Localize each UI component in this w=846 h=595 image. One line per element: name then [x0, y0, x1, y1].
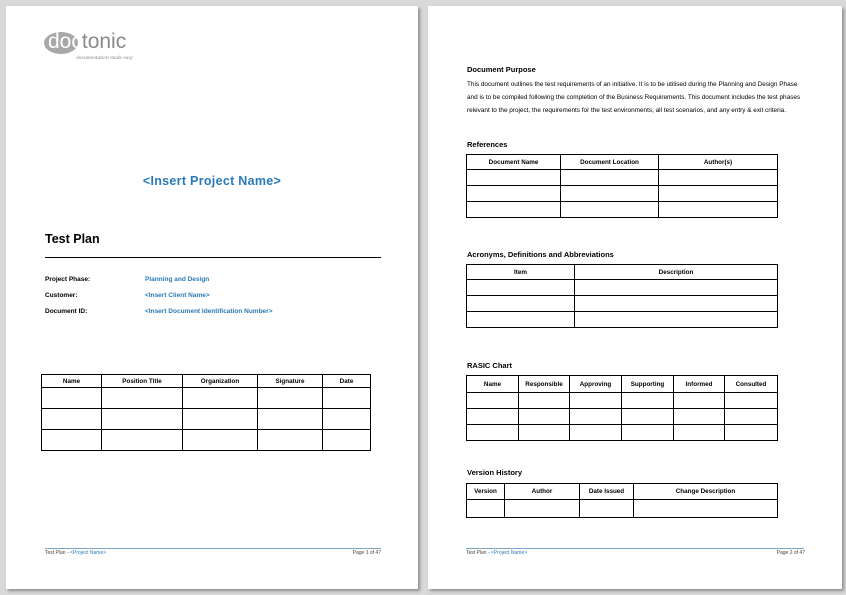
column-header: Approving [570, 376, 622, 393]
table-cell[interactable] [634, 500, 778, 518]
table-cell[interactable] [570, 409, 622, 425]
column-header: Document Name [467, 155, 561, 170]
table-cell[interactable] [467, 296, 575, 312]
signoff-table [41, 374, 371, 451]
table-cell[interactable] [102, 430, 183, 451]
table-cell[interactable] [467, 425, 519, 441]
table-header-row [467, 484, 778, 500]
table-cell[interactable] [570, 425, 622, 441]
table-cell[interactable] [561, 202, 659, 218]
column-header: Position Title [102, 375, 183, 388]
footer-doc-name: Test Plan - [466, 550, 492, 556]
doc-title: Test Plan [45, 232, 100, 246]
table-row [467, 409, 778, 425]
footer-rule [466, 548, 804, 549]
table-row [467, 500, 778, 518]
table-cell[interactable] [519, 425, 570, 441]
table-cell[interactable] [323, 430, 371, 451]
table-row [467, 170, 778, 186]
table-cell[interactable] [674, 409, 725, 425]
footer-rule [45, 548, 381, 549]
table-row [467, 312, 778, 328]
table-cell[interactable] [580, 500, 634, 518]
table-cell[interactable] [725, 393, 778, 409]
table-row [467, 393, 778, 409]
table-cell[interactable] [674, 393, 725, 409]
table-row [467, 186, 778, 202]
table-cell[interactable] [561, 186, 659, 202]
column-header: Name [467, 376, 519, 393]
table-cell[interactable] [102, 388, 183, 409]
meta-project-phase [45, 276, 209, 283]
table-cell[interactable] [467, 202, 561, 218]
column-header: Informed [674, 376, 725, 393]
title-rule [45, 257, 381, 258]
table-cell[interactable] [659, 170, 778, 186]
table-row [467, 425, 778, 441]
table-row [467, 296, 778, 312]
column-header: Date Issued [580, 484, 634, 500]
column-header: Description [575, 265, 778, 280]
table-cell[interactable] [258, 409, 323, 430]
table-row [467, 280, 778, 296]
meta-value: <Insert Document Identification Number> [145, 308, 273, 315]
table-cell[interactable] [467, 393, 519, 409]
column-header: Name [42, 375, 102, 388]
column-header: Version [467, 484, 505, 500]
column-header: Consulted [725, 376, 778, 393]
table-cell[interactable] [183, 409, 258, 430]
table-cell[interactable] [622, 393, 674, 409]
references-table [466, 154, 778, 218]
table-cell[interactable] [183, 388, 258, 409]
table-cell[interactable] [561, 170, 659, 186]
section-heading-acronyms: Acronyms, Definitions and Abbreviations [467, 250, 614, 259]
table-cell[interactable] [183, 430, 258, 451]
table-cell[interactable] [659, 202, 778, 218]
meta-value: <Insert Client Name> [145, 292, 210, 299]
table-cell[interactable] [622, 409, 674, 425]
table-cell[interactable] [725, 425, 778, 441]
meta-label: Project Phase: [45, 276, 91, 283]
table-cell[interactable] [725, 409, 778, 425]
table-header-row [42, 375, 371, 388]
meta-label: Customer: [45, 292, 78, 299]
footer-left [466, 550, 527, 556]
section-heading-purpose: Document Purpose [467, 65, 536, 74]
table-cell[interactable] [570, 393, 622, 409]
footer-left [45, 550, 106, 556]
table-cell[interactable] [42, 388, 102, 409]
table-cell[interactable] [519, 409, 570, 425]
column-header: Date [323, 375, 371, 388]
table-cell[interactable] [519, 393, 570, 409]
meta-document-id [45, 308, 273, 315]
table-cell[interactable] [622, 425, 674, 441]
table-row [42, 409, 371, 430]
project-name-placeholder: <Insert Project Name> [142, 174, 282, 188]
footer-project-name: <Project Name> [70, 550, 107, 556]
table-cell[interactable] [323, 388, 371, 409]
footer-project-name: <Project Name> [491, 550, 528, 556]
column-header: Responsible [519, 376, 570, 393]
section-heading-version-history: Version History [467, 468, 523, 477]
table-cell[interactable] [258, 388, 323, 409]
meta-value: Planning and Design [145, 276, 210, 283]
table-cell[interactable] [467, 186, 561, 202]
section-heading-rasic: RASIC Chart [467, 361, 513, 370]
document-page-1 [6, 6, 418, 589]
column-header: Change Description [634, 484, 778, 500]
column-header: Author(s) [659, 155, 778, 170]
column-header: Document Location [561, 155, 659, 170]
table-header-row [467, 376, 778, 393]
logo-wordmark: doctonic [48, 30, 127, 53]
table-cell[interactable] [258, 430, 323, 451]
table-header-row [467, 265, 778, 280]
column-header: Organization [183, 375, 258, 388]
table-cell[interactable] [467, 170, 561, 186]
footer-page-number: Page 2 of 47 [776, 550, 805, 556]
table-cell[interactable] [674, 425, 725, 441]
table-cell[interactable] [42, 430, 102, 451]
table-cell[interactable] [575, 280, 778, 296]
table-row [467, 202, 778, 218]
table-row [42, 388, 371, 409]
purpose-paragraph: This document outlines the test requirements of an initiative. It is to be utilised during the Planning and Design Phase and is to be compiled following the completion of the Business Requirements. This document includes the test phases relevant to the project, the requirements for the test environments, all test scenarios, and any entry & exit criteria. [467, 81, 801, 114]
document-page-2 [428, 6, 842, 589]
table-cell[interactable] [575, 312, 778, 328]
doctonic-logo [44, 28, 184, 68]
logo-tagline: documentation made easy [76, 55, 134, 61]
footer-page-number: Page 1 of 47 [352, 550, 381, 556]
meta-label: Document ID: [45, 308, 88, 315]
acronyms-table [466, 264, 778, 328]
table-row [42, 430, 371, 451]
column-header: Supporting [622, 376, 674, 393]
table-cell[interactable] [467, 312, 575, 328]
table-cell[interactable] [467, 280, 575, 296]
section-heading-references: References [467, 140, 508, 149]
table-cell[interactable] [467, 409, 519, 425]
column-header: Item [467, 265, 575, 280]
footer-doc-name: Test Plan - [45, 550, 71, 556]
rasic-table [466, 375, 778, 441]
table-cell[interactable] [467, 500, 505, 518]
table-cell[interactable] [505, 500, 580, 518]
table-header-row [467, 155, 778, 170]
table-cell[interactable] [42, 409, 102, 430]
column-header: Author [505, 484, 580, 500]
table-cell[interactable] [323, 409, 371, 430]
version-history-table [466, 483, 778, 518]
table-cell[interactable] [659, 186, 778, 202]
meta-customer [45, 292, 210, 299]
table-cell[interactable] [102, 409, 183, 430]
column-header: Signature [258, 375, 323, 388]
table-cell[interactable] [575, 296, 778, 312]
